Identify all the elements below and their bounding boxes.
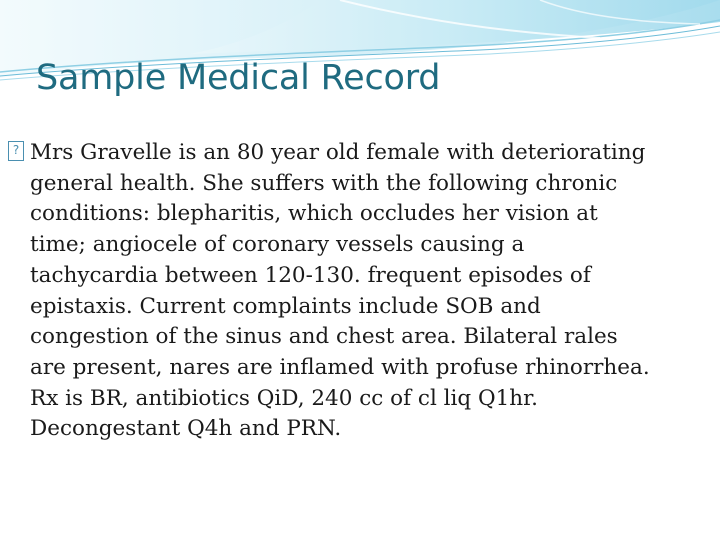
text-line: Mrs Gravelle is an 80 year old female with deteriorating	[30, 140, 646, 165]
text-line: time; angiocele of coronary vessels causing a	[30, 232, 525, 258]
text-line: Rx is BR, antibiotics QiD, 240 cc of cl liq Q1hr.	[30, 385, 538, 411]
text-line: tachycardia between 120-130. frequent episodes of	[30, 262, 591, 288]
text-line: are present, nares are inflamed with profuse rhinorrhea.	[30, 354, 650, 380]
body-text	[8, 138, 688, 445]
text-line: epistaxis. Current complaints include SOB and	[30, 293, 541, 319]
slide-title: Sample Medical Record	[36, 58, 441, 98]
text-line: conditions: blepharitis, which occludes her vision at	[30, 201, 598, 227]
bullet-glyph: ?	[8, 141, 24, 161]
text-line: congestion of the sinus and chest area. Bilateral rales	[30, 324, 618, 350]
record-paragraph	[8, 138, 688, 445]
text-line: general health. She suffers with the following chronic	[30, 170, 618, 196]
text-line: Decongestant Q4h and PRN.	[30, 416, 342, 442]
